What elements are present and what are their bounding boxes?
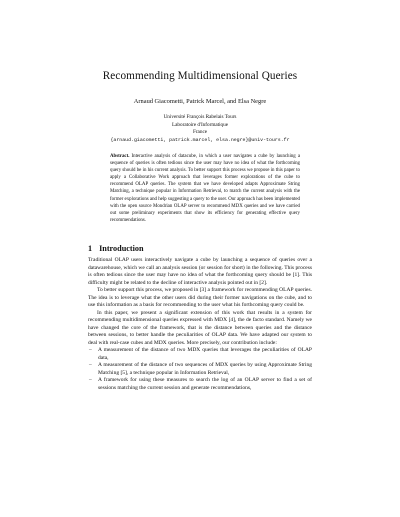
lab-name: Laboratoire d'Informatique	[171, 121, 229, 128]
bullet-marker: –	[89, 362, 92, 368]
section-title: Introduction	[99, 244, 144, 253]
paragraph: In this paper, we present a significant extension of this work that results in a system for recommending multidimensional queries expressed with MDX [4], the de facto standard. Namely we have changed the core of the framework, that is the distance between queries and the distance between sessions, to better handle the peculiarities of OLAP data. We have adapted our system to deal with real-case cubes and MDX queries. More precisely, our contribution include:	[88, 309, 312, 346]
list-item-text: A framework for using these measures to search the log of an OLAP server to find a set of sessions matching the current session and generate recommendations,	[98, 377, 312, 391]
list-item-text: A measurement of the distance of two sequences of MDX queries by using Approximate String Matching [5], a technique popular in Information Retrieval,	[98, 362, 312, 376]
section-body	[88, 257, 312, 392]
bullet-marker: –	[89, 347, 92, 353]
author-emails: {arnaud.giacometti, patrick.marcel, elsa.negre}@univ-tours.fr	[110, 137, 290, 143]
contribution-list	[88, 347, 312, 392]
country-name: France	[192, 129, 208, 136]
paper-title: Recommending Multidimensional Queries	[102, 70, 298, 82]
abstract-label: Abstract.	[110, 154, 130, 159]
abstract-text: Interactive analysis of datacube, in which a user navigates a cube by launching a sequence of queries is often tedious since the user may have no idea of what the forthcoming query should be in his current analysis. To better support this process we propose in this paper to apply a Collaborative Work approach that leverages former explorations of the cube to recommend OLAP queries. The system that we have developed adapts Approximate String Matching, a technique popular in Information Retrieval, to match the current analysis with the former explorations and help suggesting a query to the user. Our approach has been implemented with the open source Mondrian OLAP server to recommend MDX queries and we have carried out some preliminary experiments that show its efficiency for generating effective query recommendations.	[110, 154, 300, 223]
bullet-marker: –	[89, 377, 92, 383]
list-item	[88, 362, 312, 377]
abstract-block	[110, 153, 300, 224]
paragraph: To better support this process, we proposed in [3] a framework for recommending OLAP queries. The idea is to leverage what the other users did during their former navigations on the cube, and to use this information as a basis for recommending to the user what his forthcoming query could be.	[88, 287, 312, 308]
paragraph: Traditional OLAP users interactively navigate a cube by launching a sequence of queries over a datawarehouse, which we call an analysis session (or session for short) in the following. This process is often tedious since the user may have no idea of what the forthcoming query should be [1]. This difficulty might be related to the decline of interactive analysis pointed out in [2].	[88, 257, 312, 286]
affiliation-block	[0, 114, 400, 144]
list-item	[88, 377, 312, 392]
list-item-text: A measurement of the distance of two MDX queries that leverages the peculiarities of OLAP data,	[98, 347, 312, 361]
university-name: Université François Rabelais Tours	[163, 114, 237, 120]
section-number: 1	[88, 244, 93, 253]
list-item	[88, 347, 312, 362]
author-list: Arnaud Giacometti, Patrick Marcel, and Elsa Negre	[133, 98, 267, 105]
section-heading	[88, 244, 144, 253]
